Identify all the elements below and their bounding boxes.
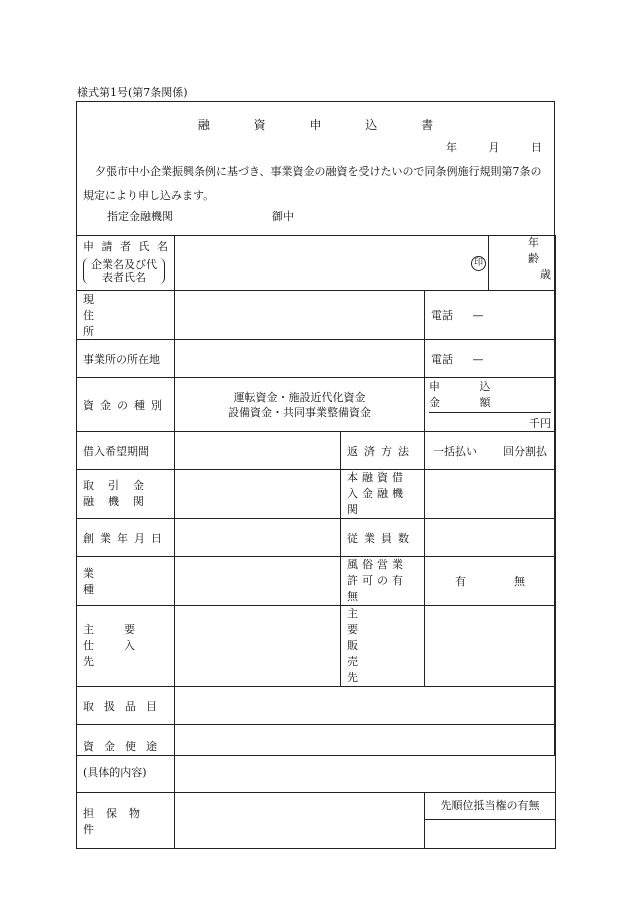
founded-row [77, 519, 556, 557]
loan-period-label: 借入希望期間 [77, 432, 175, 470]
seal-icon: 印 [471, 256, 486, 271]
applicant-name-field[interactable] [175, 236, 489, 291]
address-row [77, 291, 556, 340]
date-line[interactable]: 年 月 日 [446, 141, 542, 154]
collateral-field[interactable] [175, 793, 425, 849]
supplier-field[interactable] [175, 606, 341, 687]
amount-unit: 千円 [529, 417, 551, 430]
repay-lump-sum[interactable]: 一括払い [433, 444, 477, 458]
customer-field[interactable] [425, 606, 556, 687]
repay-method-label: 返済方法 [341, 432, 425, 470]
collateral-label: 担保物件 [77, 793, 175, 849]
employees-field[interactable] [425, 519, 556, 557]
application-form [76, 101, 555, 836]
addressee-honorific: 御中 [272, 210, 294, 223]
loan-bank-field[interactable] [425, 470, 556, 519]
fund-type-row [77, 378, 556, 432]
amount-label: 申 込 金 額 [429, 378, 551, 413]
priority-field[interactable] [425, 820, 555, 848]
permit-no[interactable]: 無 [514, 575, 525, 588]
form-table [76, 235, 556, 849]
products-row [77, 687, 556, 725]
office-phone[interactable]: 電話 — [425, 340, 556, 378]
industry-label: 業 種 [77, 557, 175, 606]
age-label: 年 齢 [528, 236, 551, 265]
priority-label: 先順位抵当権の有無 [425, 793, 555, 820]
fund-option-operating[interactable]: 運転資金・施設近代化資金 [233, 390, 366, 404]
products-label: 取扱品目 [77, 687, 175, 725]
employees-label: 従業員数 [341, 519, 425, 557]
priority-cell[interactable] [425, 793, 556, 849]
products-field[interactable] [175, 687, 556, 725]
bank-field[interactable] [175, 470, 341, 519]
industry-row [77, 557, 556, 606]
supplier-row [77, 606, 556, 687]
loan-bank-label: 本融資借入金融機関 [341, 470, 425, 519]
founded-label: 創業年月日 [77, 519, 175, 557]
fund-option-equipment[interactable]: 設備資金・共同事業整備資金 [228, 405, 371, 419]
industry-field[interactable] [175, 557, 341, 606]
company-rep-label: 企業名及び代表者氏名 [83, 258, 165, 284]
loan-period-row [77, 432, 556, 470]
repay-installment[interactable]: 回分割払 [503, 444, 547, 458]
age-field[interactable] [489, 236, 556, 291]
addressee-label: 指定金融機関 [107, 210, 173, 223]
address-label: 現 住 所 [77, 291, 175, 340]
fund-type-label: 資金の種別 [77, 378, 175, 432]
form-title: 融 資 申 込 書 [197, 118, 454, 132]
purpose-label-cell [77, 725, 175, 793]
repay-method-options[interactable] [425, 432, 556, 470]
applicant-label: 申請者氏名 [83, 240, 168, 253]
addressee-line [107, 208, 294, 224]
purpose-row [77, 725, 556, 793]
permit-options[interactable] [425, 557, 556, 606]
purpose-label: 資金使途 [83, 739, 167, 753]
office-label: 事業所の所在地 [77, 340, 175, 378]
fund-type-options[interactable] [175, 378, 425, 432]
customer-label: 主要販売先 [341, 606, 425, 687]
purpose-sub-label: (具体的内容) [83, 765, 147, 779]
permit-yes[interactable]: 有 [455, 575, 466, 588]
office-row [77, 340, 556, 378]
age-unit: 歳 [540, 268, 551, 281]
permit-label: 風俗営業許可の有無 [341, 557, 425, 606]
amount-field[interactable] [425, 378, 556, 432]
applicant-label-cell [77, 236, 175, 291]
purpose-field[interactable] [175, 725, 556, 793]
bank-label: 取引金融機関 [77, 470, 175, 519]
founded-field[interactable] [175, 519, 341, 557]
supplier-label: 主要仕入先 [77, 606, 175, 687]
address-phone[interactable]: 電話 — [425, 291, 556, 340]
collateral-row [77, 793, 556, 849]
address-field[interactable] [175, 291, 425, 340]
form-header [77, 102, 554, 235]
applicant-row [77, 236, 556, 291]
loan-period-field[interactable] [175, 432, 341, 470]
intro-text: 夕張市中小企業振興条例に基づき、事業資金の融資を受けたいので同条例施行規則第7条の規定により申し込みます。 [83, 165, 542, 202]
bank-row [77, 470, 556, 519]
office-address-field[interactable] [175, 340, 425, 378]
form-number-label: 様式第1号(第7条関係) [77, 86, 188, 99]
